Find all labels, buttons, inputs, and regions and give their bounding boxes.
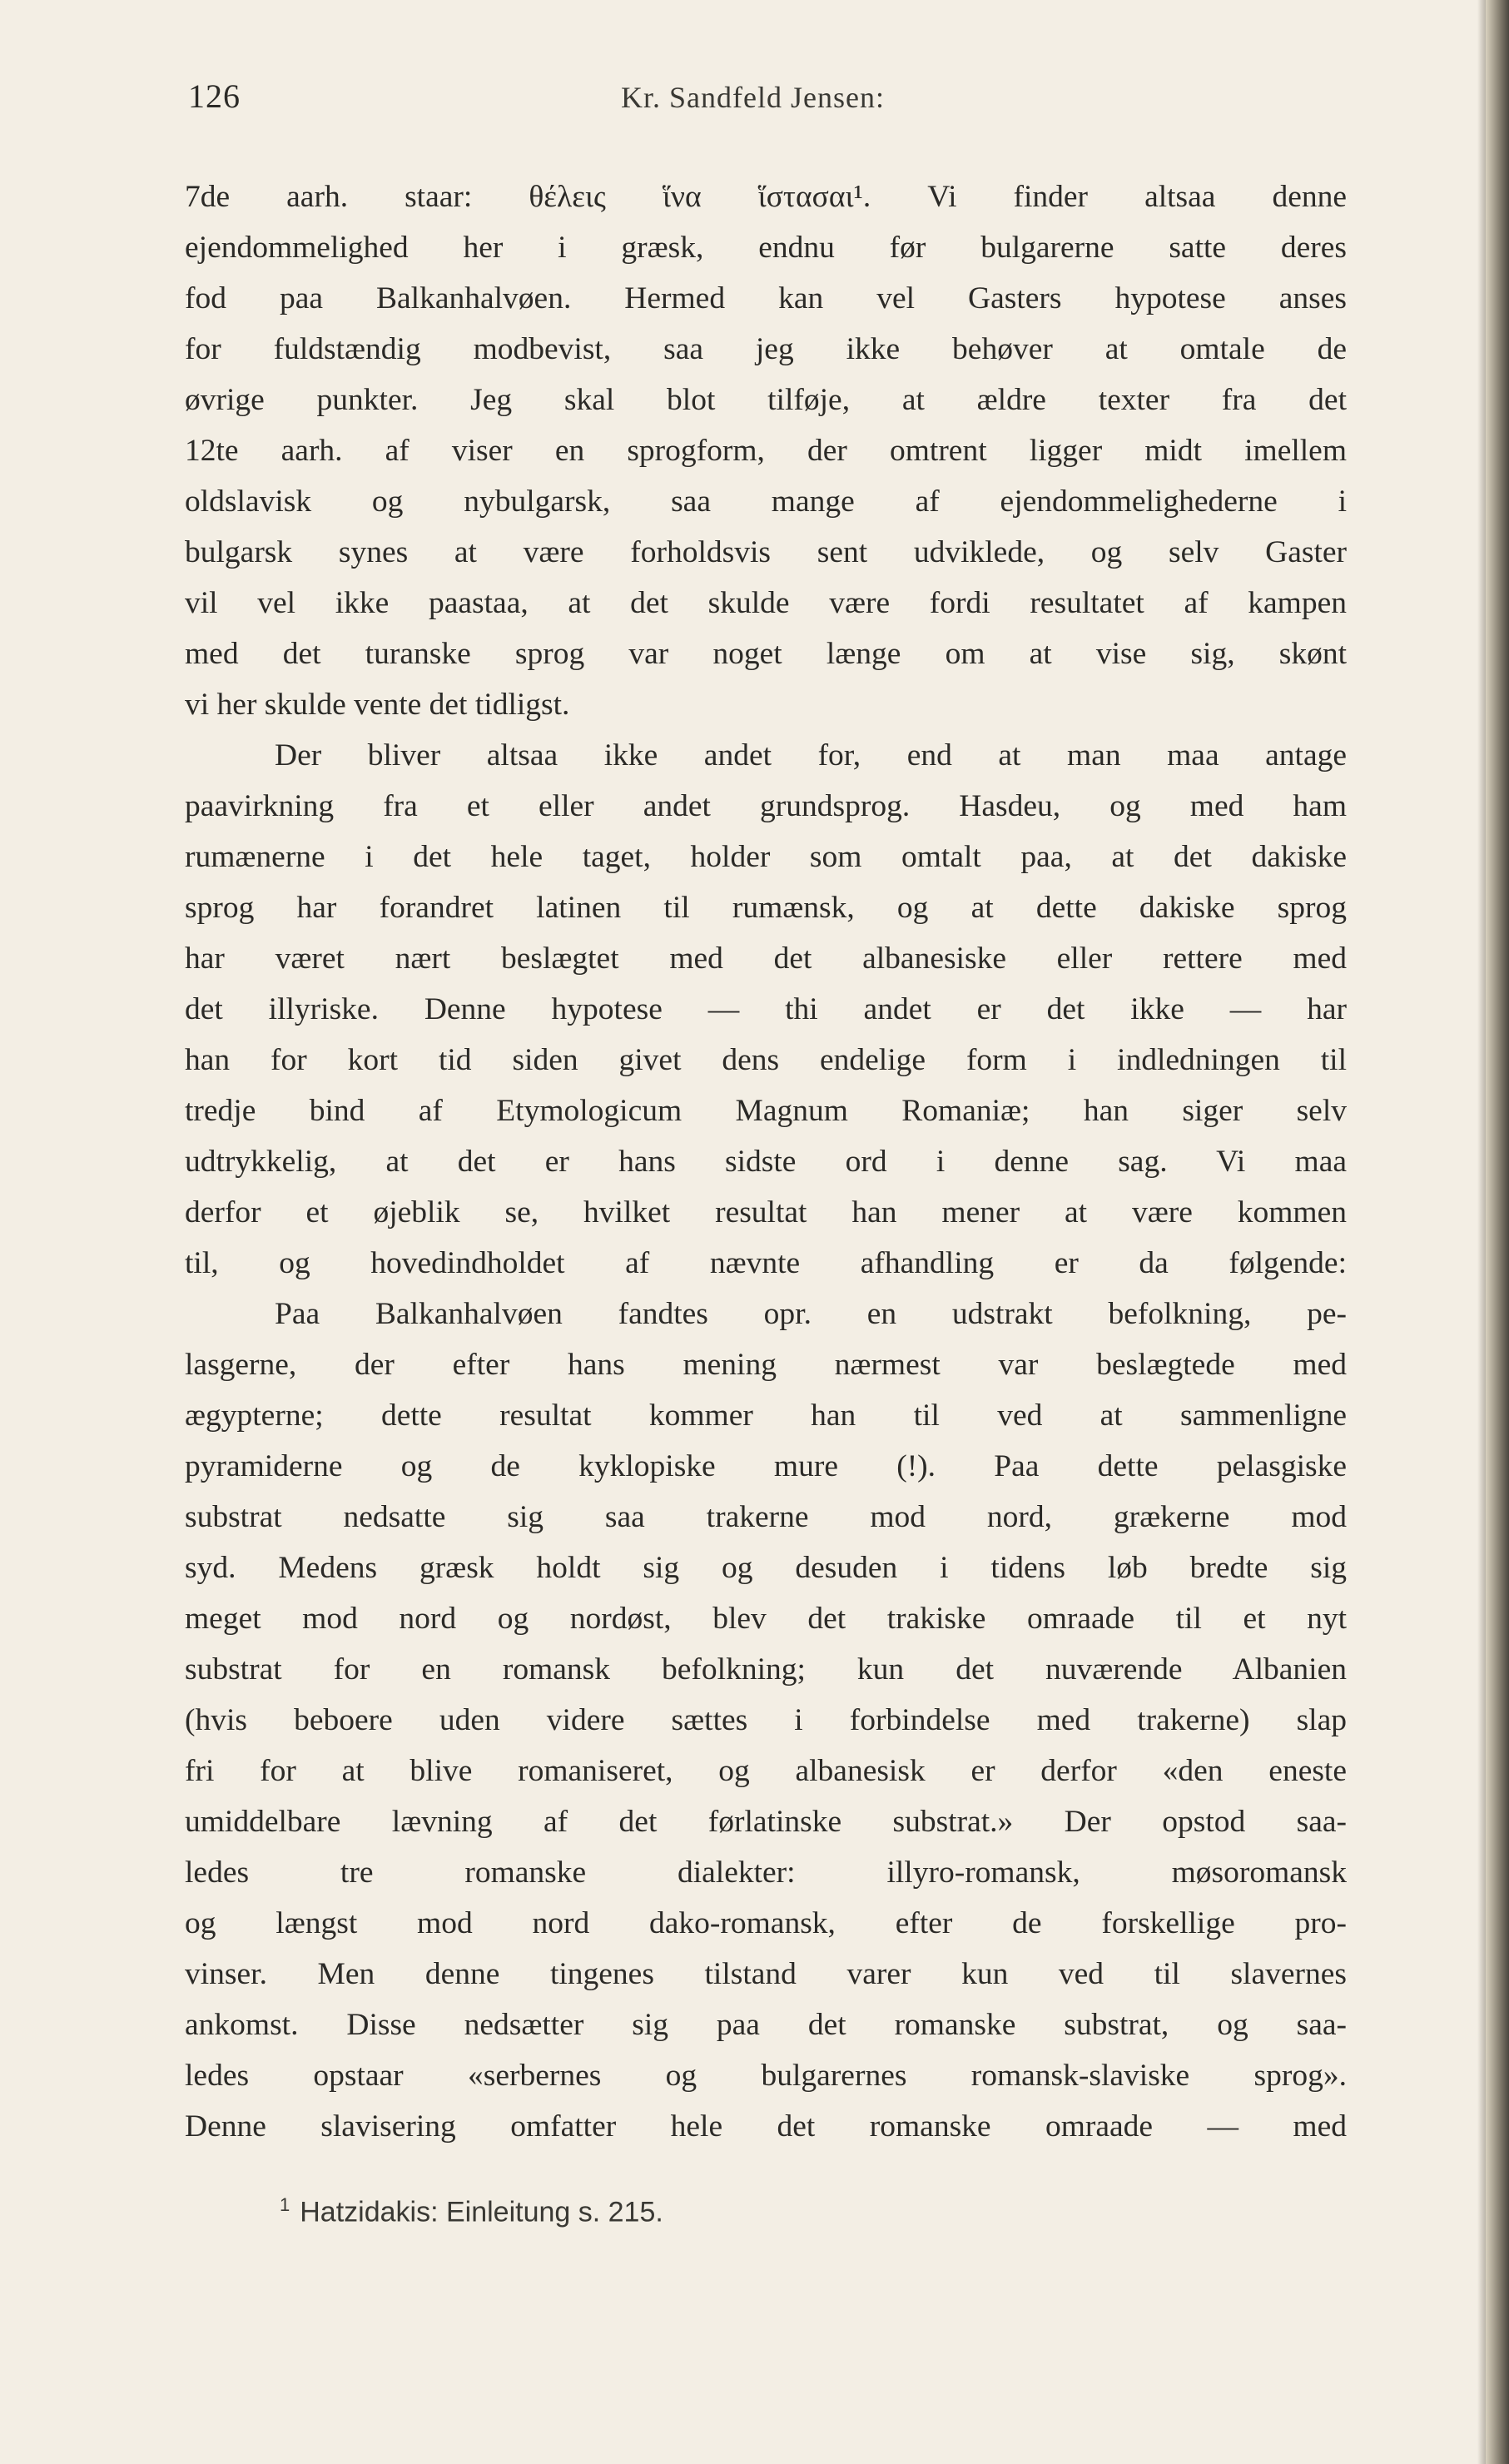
text-line: ankomst. Disse nedsætter sig paa det romanske substrat, og saa-: [185, 2008, 1347, 2042]
text-line: øvrige punkter. Jeg skal blot tilføje, at ældre texter fra det: [185, 383, 1347, 417]
text-line: har været nært beslægtet med det albanesiske eller rettere med: [185, 941, 1347, 976]
text-line: Denne slavisering omfatter hele det romanske omraade — med: [185, 2109, 1347, 2144]
text-line: (hvis beboere uden videre sættes i forbindelse med trakerne) slap: [185, 1703, 1347, 1737]
text-line: vi her skulde vente det tidligst.: [185, 688, 570, 722]
text-line: Der bliver altsaa ikke andet for, end at man maa antage: [275, 738, 1347, 772]
footnote: [280, 2194, 663, 2228]
page-edge-shadow: [1477, 0, 1486, 2464]
text-line: ledes opstaar «serbernes og bulgarernes romansk-slaviske sprog».: [185, 2059, 1347, 2093]
book-spine-edge: [1486, 0, 1509, 2464]
footnote-marker: 1: [280, 2194, 290, 2215]
text-line: meget mod nord og nordøst, blev det trakiske omraade til et nyt: [185, 1602, 1347, 1636]
text-line: sprog har forandret latinen til rumænsk, og at dette dakiske sprog: [185, 891, 1347, 925]
text-line: 7de aarh. staar: θέλεις ἵνα ἵστασαι¹. Vi finder altsaa denne: [185, 180, 1347, 214]
text-line: fri for at blive romaniseret, og albanesisk er derfor «den eneste: [185, 1754, 1347, 1788]
text-line: for fuldstændig modbevist, saa jeg ikke behøver at omtale de: [185, 332, 1347, 366]
text-line: det illyriske. Denne hypotese — thi andet er det ikke — har: [185, 992, 1347, 1026]
text-line: vinser. Men denne tingenes tilstand varer kun ved til slavernes: [185, 1957, 1347, 1991]
text-line: 12te aarh. af viser en sprogform, der omtrent ligger midt imellem: [185, 434, 1347, 468]
page-number: 126: [188, 77, 241, 115]
text-line: syd. Medens græsk holdt sig og desuden i tidens løb bredte sig: [185, 1551, 1347, 1585]
text-line: paavirkning fra et eller andet grundsprog. Hasdeu, og med ham: [185, 789, 1347, 823]
page-header: [188, 77, 1343, 127]
text-line: Paa Balkanhalvøen fandtes opr. en udstrakt befolkning, pe-: [275, 1297, 1347, 1331]
text-line: tredje bind af Etymologicum Magnum Romaniæ; han siger selv: [185, 1094, 1347, 1128]
text-line: bulgarsk synes at være forholdsvis sent udviklede, og selv Gaster: [185, 535, 1347, 569]
text-line: pyramiderne og de kyklopiske mure (!). Paa dette pelasgiske: [185, 1449, 1347, 1483]
text-line: lasgerne, der efter hans mening nærmest var beslægtede med: [185, 1348, 1347, 1382]
text-line: fod paa Balkanhalvøen. Hermed kan vel Gasters hypotese anses: [185, 281, 1347, 315]
text-line: vil vel ikke paastaa, at det skulde være fordi resultatet af kampen: [185, 586, 1347, 620]
body-text: [185, 171, 1347, 2152]
text-line: umiddelbare lævning af det førlatinske substrat.» Der opstod saa-: [185, 1805, 1347, 1839]
text-line: ejendommelighed her i græsk, endnu før bulgarerne satte deres: [185, 231, 1347, 265]
text-line: oldslavisk og nybulgarsk, saa mange af ejendommelighederne i: [185, 484, 1347, 519]
text-line: udtrykkelig, at det er hans sidste ord i denne sag. Vi maa: [185, 1145, 1347, 1179]
text-line: han for kort tid siden givet dens endelige form i indledningen til: [185, 1043, 1347, 1077]
footnote-text: Hatzidakis: Einleitung s. 215.: [300, 2196, 663, 2228]
text-line: og længst mod nord dako-romansk, efter de forskellige pro-: [185, 1906, 1347, 1940]
text-line: til, og hovedindholdet af nævnte afhandling er da følgende:: [185, 1246, 1347, 1280]
text-line: substrat nedsatte sig saa trakerne mod nord, grækerne mod: [185, 1500, 1347, 1534]
text-line: substrat for en romansk befolkning; kun det nuværende Albanien: [185, 1652, 1347, 1687]
text-line: rumænerne i det hele taget, holder som omtalt paa, at det dakiske: [185, 840, 1347, 874]
text-line: ægypterne; dette resultat kommer han til ved at sammenligne: [185, 1398, 1347, 1433]
running-head: Kr. Sandfeld Jensen:: [621, 81, 885, 114]
text-line: med det turanske sprog var noget længe om at vise sig, skønt: [185, 637, 1347, 671]
text-line: derfor et øjeblik se, hvilket resultat han mener at være kommen: [185, 1195, 1347, 1230]
text-line: ledes tre romanske dialekter: illyro-romansk, møsoromansk: [185, 1855, 1347, 1890]
